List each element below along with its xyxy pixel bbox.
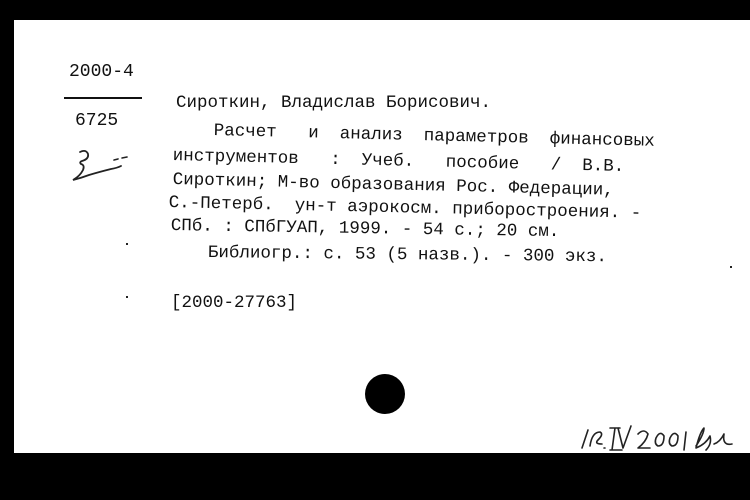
scan-speck: [126, 243, 128, 245]
call-number-top: 2000-4: [69, 62, 134, 82]
entry-notes-line: Библиогр.: с. 53 (5 назв.). - 300 экз.: [207, 243, 608, 268]
card-punch-hole: [365, 374, 405, 414]
entry-title-line-1: Расчет и анализ параметров финансовых: [213, 121, 655, 152]
entry-imprint-line: СПб. : СПбГУАП, 1999. - 54 с.; 20 см.: [170, 216, 560, 243]
call-number-divider: [64, 97, 142, 99]
entry-title-line-2: инструментов : Учеб. пособие / В.В.: [172, 146, 625, 178]
call-number-bottom: 6725: [75, 111, 119, 131]
handwritten-date-stamp: [574, 418, 744, 453]
entry-responsibility-line: Сироткин; М-во образования Рос. Федерации,: [172, 170, 614, 201]
scan-speck: [730, 266, 732, 268]
entry-publisher-line: С.-Петерб. ун-т аэрокосм. приборостроения. -: [168, 193, 642, 224]
catalog-card: [14, 20, 750, 453]
handwritten-initial-mark: [66, 148, 136, 192]
scan-speck: [126, 296, 128, 298]
accession-number: [2000-27763]: [171, 293, 298, 313]
entry-author-heading: Сироткин, Владислав Борисович.: [176, 93, 492, 113]
